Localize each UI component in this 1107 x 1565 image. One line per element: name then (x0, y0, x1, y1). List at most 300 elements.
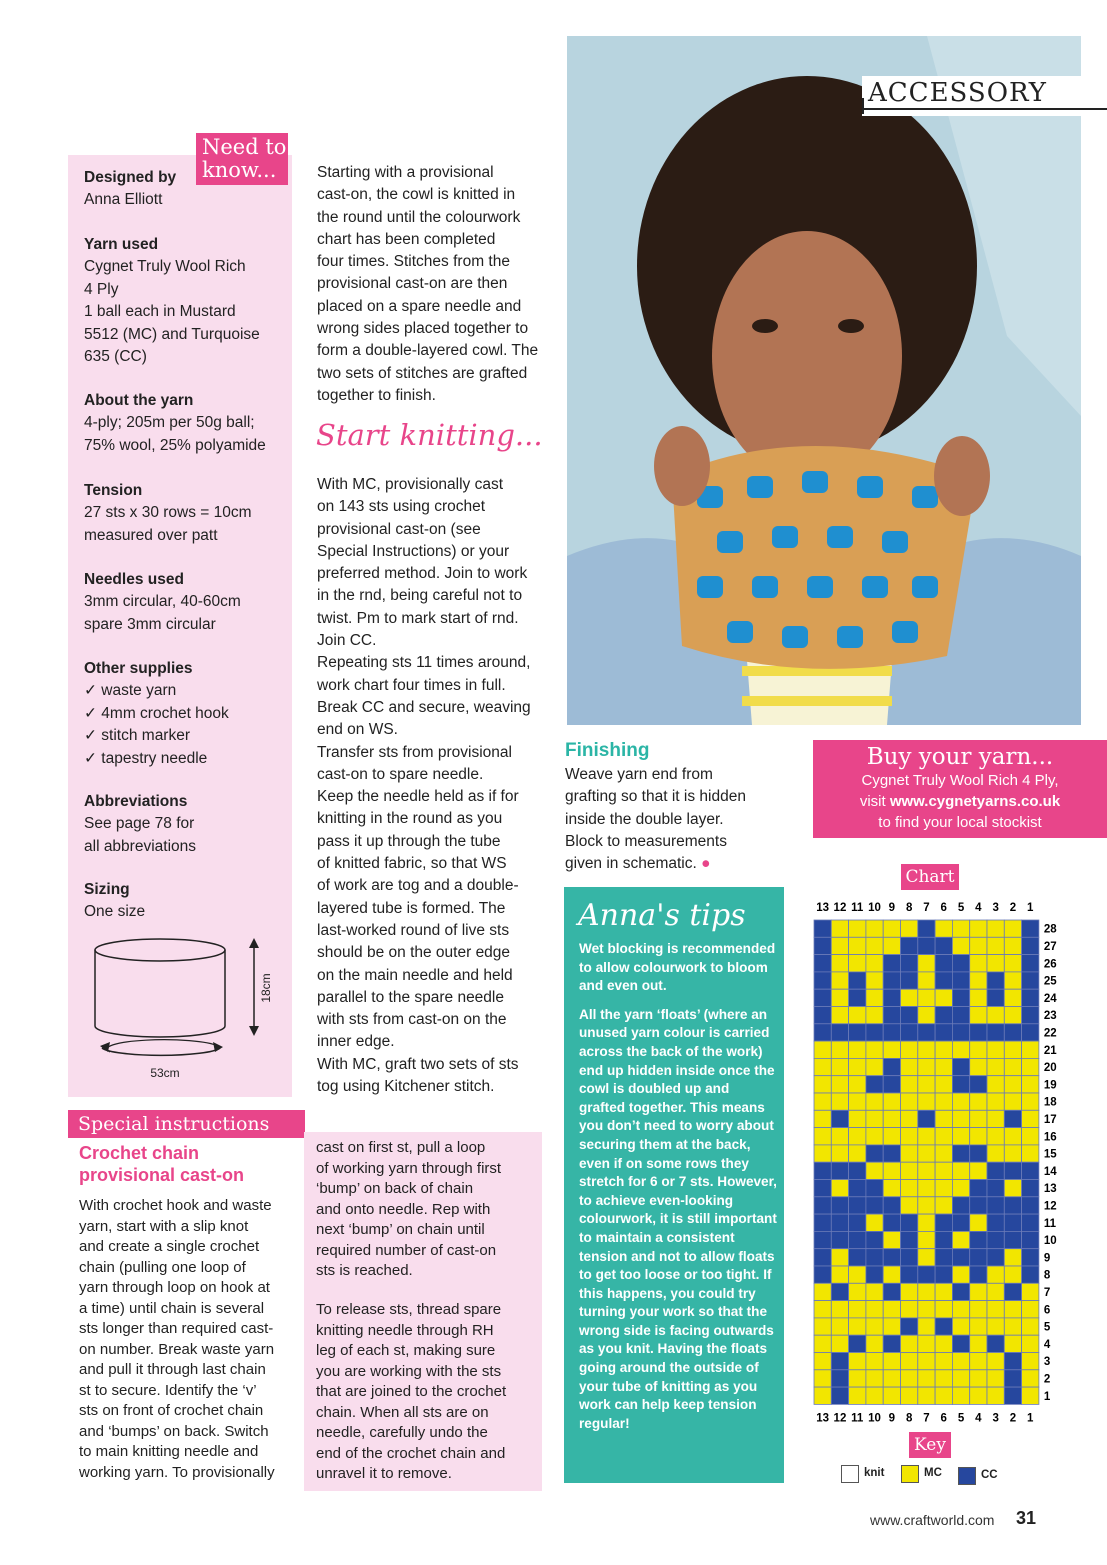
text-line: With MC, graft two sets of sts (317, 1055, 519, 1073)
section-label-tick (862, 98, 864, 114)
chart-cell (987, 1197, 1004, 1214)
text-line: Join CC. (317, 632, 377, 650)
abbreviations-line: See page 78 for (84, 815, 195, 833)
chart-cell (831, 1197, 848, 1214)
chart-cell (883, 1007, 900, 1024)
chart-cell (901, 1353, 918, 1370)
chart-cell (901, 1387, 918, 1404)
text-line: of knitted fabric, so that WS (317, 855, 507, 873)
chart-cell (901, 955, 918, 972)
chart-cell (918, 1162, 935, 1179)
tension-section (84, 480, 252, 547)
tension-line: 27 sts x 30 rows = 10cm (84, 504, 252, 522)
chart-row-label: 19 (1043, 1079, 1057, 1092)
tips-text (579, 940, 777, 1443)
chart-cell (918, 1301, 935, 1318)
finishing-text (565, 764, 805, 875)
chart-cell (970, 1335, 987, 1352)
supplies-section (84, 658, 229, 770)
text-line: required number of cast-on (316, 1241, 497, 1259)
chart-cell (1004, 1128, 1021, 1145)
text-line: of work are tog and a double- (317, 877, 519, 895)
about-line: 4-ply; 205m per 50g ball; (84, 414, 255, 432)
chart-row-label: 5 (1043, 1321, 1051, 1334)
chart-cell (901, 1128, 918, 1145)
text-line: sts is reached. (316, 1262, 413, 1279)
chart-cell (935, 1093, 952, 1110)
chart-cell (970, 1007, 987, 1024)
chart-cell (901, 1041, 918, 1058)
chart-cell (883, 1197, 900, 1214)
chart-cell (1022, 1353, 1039, 1370)
text-line: cast-on, the cowl is knitted in (317, 186, 516, 204)
chart-cell (814, 1093, 831, 1110)
chart-cell (883, 1387, 900, 1404)
chart-row-label: 27 (1043, 940, 1057, 953)
start-knitting-text (317, 474, 557, 1098)
text-line: chain (pulling one loop of (79, 1258, 246, 1276)
chart-cell (901, 1318, 918, 1335)
chart-cell (935, 972, 952, 989)
chart-cell (901, 1007, 918, 1024)
chart-cell (970, 1283, 987, 1300)
cowl-schematic (80, 930, 290, 1080)
about-yarn-section (84, 390, 266, 457)
text-line: tog using Kitchener stitch. (317, 1078, 495, 1096)
chart-cell (849, 1214, 866, 1231)
chart-cell (814, 1162, 831, 1179)
chart-cell (935, 1266, 952, 1283)
chart-cell (866, 1197, 883, 1214)
chart-cell (831, 1128, 848, 1145)
chart-cell (952, 1231, 969, 1248)
chart-cell (970, 1214, 987, 1231)
chart-cell (987, 1231, 1004, 1248)
chart-cell (970, 1041, 987, 1058)
chart-cell (814, 1249, 831, 1266)
chart-cell (849, 1007, 866, 1024)
chart-cell (918, 1076, 935, 1093)
chart-tag: Chart (901, 864, 959, 890)
finishing-line: grafting so that it is hidden (565, 788, 746, 806)
footer-url[interactable]: www.craftworld.com (870, 1512, 995, 1528)
chart-cell (1004, 1024, 1021, 1041)
chart-cell (987, 972, 1004, 989)
chart-cell (831, 1145, 848, 1162)
chart-cell (970, 1058, 987, 1075)
chart-cell (935, 1197, 952, 1214)
finishing-line: Weave yarn end from (565, 766, 713, 783)
text-line: work chart four times in full. (317, 676, 506, 694)
needles-heading: Needles used (84, 571, 184, 588)
chart-cell (952, 1128, 969, 1145)
chart-cell (901, 1266, 918, 1283)
text-line: should be on the outer edge (317, 944, 511, 962)
chart-column-label: 6 (940, 902, 947, 914)
chart-cell (849, 1145, 866, 1162)
chart-cell (935, 1128, 952, 1145)
chart-cell (866, 1093, 883, 1110)
chart-cell (1004, 1041, 1021, 1058)
chart-cell (866, 1353, 883, 1370)
chart-column-label: 11 (851, 902, 864, 914)
chart-cell (831, 989, 848, 1006)
chart-cell (1004, 1301, 1021, 1318)
chart-cell (918, 1249, 935, 1266)
chart-cell (935, 1335, 952, 1352)
chart-cell (866, 937, 883, 954)
chart-cell (1004, 1110, 1021, 1127)
chart-cell (849, 1180, 866, 1197)
chart-cell (814, 1283, 831, 1300)
text-line: end of the crochet chain and (316, 1444, 506, 1462)
chart-column-label: 2 (1009, 902, 1017, 914)
chart-cell (952, 955, 969, 972)
text-line: with sts from cast-on on the (317, 1011, 507, 1029)
chart-cell (918, 1058, 935, 1075)
text-line: parallel to the spare needle (317, 988, 504, 1006)
chart-cell (935, 1110, 952, 1127)
chart-cell (935, 1370, 952, 1387)
chart-cell (1022, 1076, 1039, 1093)
chart-cell (883, 1076, 900, 1093)
chart-cell (866, 972, 883, 989)
chart-cell (970, 1024, 987, 1041)
chart-cell (901, 1335, 918, 1352)
chart-cell (970, 1180, 987, 1197)
chart-cell (883, 972, 900, 989)
chart-cell (970, 1110, 987, 1127)
chart-cell (987, 1353, 1004, 1370)
chart-cell (814, 920, 831, 937)
abbreviations-line: all abbreviations (84, 837, 197, 855)
chart-cell (1022, 1231, 1039, 1248)
chart-cell (814, 955, 831, 972)
chart-cell (1004, 955, 1021, 972)
chart-cell (1004, 1318, 1021, 1335)
chart-cell (831, 1231, 848, 1248)
chart-cell (952, 1335, 969, 1352)
chart-cell (849, 1162, 866, 1179)
chart-cell (1022, 1370, 1039, 1387)
tips-paragraph: All the yarn ‘floats’ (where an unused yarn colour is carried across the back of the work) end up hidden inside once the cowl is doubled up and grafted together. This means you don’t need to worry about securing them at the back, even if on some rows they stretch for 6 or 7 sts. However, to achieve even-looking colourwork, it is still important to maintain a consistent tension and not to allow floats to get too loose or too tight. If this happens, you could try turning your work so that the wrong side is facing outwards as you knit. Having the floats going around the outside of your tube of knitting as you work can help keep tension regular! (579, 1006, 777, 1431)
chart-cell (952, 1110, 969, 1127)
chart-cell (901, 1093, 918, 1110)
chart-cell (814, 1353, 831, 1370)
text-line: st to secure. Identify the ‘v’ (79, 1381, 257, 1399)
crochet-chain-heading (79, 1142, 244, 1186)
chart-cell (935, 1214, 952, 1231)
chart-cell (952, 1197, 969, 1214)
chart-cell (901, 1197, 918, 1214)
chart-cell (849, 955, 866, 972)
chart-cell (831, 1353, 848, 1370)
chart-cell (970, 1266, 987, 1283)
chart-cell (952, 1318, 969, 1335)
chart-cell (814, 1214, 831, 1231)
chart-row-label: 4 (1043, 1338, 1051, 1351)
chart-row-label: 26 (1043, 958, 1057, 971)
chart-cell (1022, 1387, 1039, 1404)
chart-cell (1004, 989, 1021, 1006)
text-line: Transfer sts from provisional (317, 743, 512, 761)
text-line: working yarn. To provisionally (79, 1463, 275, 1481)
needles-line: spare 3mm circular (84, 615, 216, 633)
text-line: cast on first st, pull a loop (316, 1139, 486, 1156)
model-photo (567, 36, 1081, 725)
chart-cell (883, 1301, 900, 1318)
chart-cell (901, 1180, 918, 1197)
text-line: leg of each st, making sure (316, 1342, 496, 1359)
chart-cell (935, 1007, 952, 1024)
about-yarn-heading: About the yarn (84, 392, 194, 409)
chart-cell (987, 1370, 1004, 1387)
chart-cell (970, 1076, 987, 1093)
chart-column-label: 7 (923, 1412, 930, 1425)
chart-cell (952, 972, 969, 989)
chart-row-label: 6 (1043, 1304, 1051, 1317)
text-line: four times. Stitches from the (317, 253, 510, 271)
chart-cell (814, 1007, 831, 1024)
chart-row-label: 9 (1043, 1252, 1051, 1265)
chart-cell (866, 1007, 883, 1024)
chart-cell (901, 1110, 918, 1127)
chart-cell (918, 955, 935, 972)
chart-cell (1004, 1214, 1021, 1231)
chart-cell (1004, 1353, 1021, 1370)
chart-cell (866, 1283, 883, 1300)
chart-column-label: 5 (957, 1412, 965, 1425)
chart-cell (901, 989, 918, 1006)
chart-column-label: 12 (833, 1412, 847, 1425)
chart-cell (831, 1093, 848, 1110)
chart-cell (1004, 1145, 1021, 1162)
chart-cell (935, 1180, 952, 1197)
chart-cell (883, 1145, 900, 1162)
buy-yarn-line: Cygnet Truly Wool Rich 4 Ply, (861, 772, 1059, 789)
chart-cell (901, 1249, 918, 1266)
chart-column-label: 13 (816, 902, 830, 914)
yarn-website-link[interactable]: www.cygnetyarns.co.uk (889, 793, 1061, 810)
yarn-line: 4 Ply (84, 280, 119, 298)
chart-cell (935, 1318, 952, 1335)
text-line: on the main needle and held (317, 966, 513, 984)
chart-cell (831, 1180, 848, 1197)
chart-cell (849, 1076, 866, 1093)
chart-cell (849, 1301, 866, 1318)
chart-cell (935, 937, 952, 954)
chart-cell (970, 1318, 987, 1335)
chart-row-label: 22 (1043, 1027, 1057, 1040)
text-line: ‘bump’ on back of chain (316, 1180, 474, 1197)
chart-cell (987, 1110, 1004, 1127)
chart-cell (1022, 1162, 1039, 1179)
chart-cell (849, 972, 866, 989)
chart-cell (987, 1007, 1004, 1024)
chart-cell (883, 1353, 900, 1370)
chart-cell (935, 1024, 952, 1041)
chart-cell (866, 1110, 883, 1127)
chart-cell (814, 1370, 831, 1387)
needles-line: 3mm circular, 40-60cm (84, 593, 241, 611)
chart-cell (935, 1301, 952, 1318)
chart-cell (970, 1387, 987, 1404)
chart-cell (883, 1249, 900, 1266)
chart-cell (883, 1162, 900, 1179)
text-line: With crochet hook and waste (79, 1197, 272, 1214)
supply-item: ✓ 4mm crochet hook (84, 704, 229, 722)
chart-cell (883, 1058, 900, 1075)
chart-cell (883, 1180, 900, 1197)
chart-cell (987, 1301, 1004, 1318)
chart-cell (883, 1283, 900, 1300)
supplies-heading: Other supplies (84, 660, 193, 677)
chart-cell (987, 1249, 1004, 1266)
text-line: chain. When all sts are on (316, 1403, 489, 1421)
chart-cell (831, 1024, 848, 1041)
text-line: to main knitting needle and (79, 1443, 259, 1460)
chart-cell (1022, 1093, 1039, 1110)
chart-cell (1004, 1093, 1021, 1110)
chart-cell (901, 937, 918, 954)
chart-cell (1004, 1249, 1021, 1266)
chart-cell (883, 1231, 900, 1248)
text-line: form a double-layered cowl. The (317, 342, 539, 360)
text-line: and pull it through last chain (79, 1361, 266, 1378)
text-line: last-worked round of live sts (317, 921, 510, 939)
chart-cell (987, 1335, 1004, 1352)
chart-cell (970, 972, 987, 989)
chart-cell (901, 1231, 918, 1248)
chart-cell (1022, 1301, 1039, 1318)
chart-cell (918, 1197, 935, 1214)
chart-cell (831, 920, 848, 937)
key-cc-label: CC (981, 1469, 998, 1481)
chart-cell (970, 1145, 987, 1162)
chart-cell (935, 1058, 952, 1075)
chart-cell (918, 1214, 935, 1231)
chart-cell (1022, 1110, 1039, 1127)
chart-cell (883, 955, 900, 972)
chart-cell (1004, 1231, 1021, 1248)
chart-cell (901, 1370, 918, 1387)
chart-cell (849, 1041, 866, 1058)
chart-cell (866, 1335, 883, 1352)
chart-cell (952, 1093, 969, 1110)
chart-cell (831, 1007, 848, 1024)
chart-cell (952, 1041, 969, 1058)
buy-yarn-title: Buy your yarn... (866, 744, 1054, 770)
supply-item: ✓ tapestry needle (84, 749, 208, 767)
text-line: next ‘bump’ on chain until (316, 1221, 485, 1238)
chart-cell (849, 1231, 866, 1248)
need-to-know-tag: Need to know... (196, 133, 288, 185)
sizing-value: One size (84, 903, 146, 921)
chart-column-label: 3 (992, 1412, 999, 1425)
chart-cell (831, 1283, 848, 1300)
finishing-line: Block to measurements (565, 832, 727, 850)
chart-cell (987, 1076, 1004, 1093)
tension-line: measured over patt (84, 526, 218, 544)
chart-cell (849, 1318, 866, 1335)
chart-cell (935, 1249, 952, 1266)
chart-cell (952, 1058, 969, 1075)
text-line: knitting in the round as you (317, 810, 503, 828)
chart-cell (866, 1370, 883, 1387)
text-line: the round until the colourwork (317, 208, 521, 226)
text-line: Repeating sts 11 times around, (317, 654, 531, 672)
chart-cell (952, 1301, 969, 1318)
buy-yarn-line: to find your local stockist (878, 814, 1042, 831)
chart-cell (814, 1076, 831, 1093)
chart-cell (952, 937, 969, 954)
chart-cell (1004, 1076, 1021, 1093)
chart-cell (814, 1301, 831, 1318)
chart-cell (831, 1370, 848, 1387)
chart-cell (901, 972, 918, 989)
chart-cell (918, 1353, 935, 1370)
chart-cell (918, 1180, 935, 1197)
chart-cell (1004, 972, 1021, 989)
chart-cell (1022, 1041, 1039, 1058)
chart-cell (918, 1041, 935, 1058)
text-line: pass it up through the tube (317, 832, 501, 850)
chart-cell (952, 1370, 969, 1387)
chart-row-label: 21 (1043, 1044, 1057, 1057)
text-line: With MC, provisionally cast (317, 476, 504, 493)
text-line: of working yarn through first (316, 1159, 502, 1177)
chart-cell (831, 1162, 848, 1179)
chart-cell (831, 1266, 848, 1283)
text-line: Break CC and secure, weaving (317, 698, 531, 716)
chart-row-label: 18 (1043, 1096, 1057, 1109)
chart-cell (1022, 1007, 1039, 1024)
chart-cell (831, 1249, 848, 1266)
key-tag: Key (909, 1432, 951, 1458)
chart-cell (952, 1249, 969, 1266)
chart-cell (987, 920, 1004, 937)
chart-cell (814, 972, 831, 989)
text-line: in the rnd, being careful not to (317, 587, 523, 605)
chart-cell (935, 955, 952, 972)
chart-cell (814, 1335, 831, 1352)
chart-cell (987, 1058, 1004, 1075)
chart-cell (866, 1387, 883, 1404)
chart-cell (918, 920, 935, 937)
text-line: Starting with a provisional (317, 164, 494, 181)
special-right-text-2 (316, 1300, 538, 1485)
text-line: layered tube is formed. The (317, 899, 506, 917)
text-line: two sets of stitches are grafted (317, 364, 528, 382)
chart-cell (1004, 937, 1021, 954)
chart-row-label: 11 (1043, 1217, 1057, 1230)
chart-cell (1004, 1162, 1021, 1179)
chart-cell (918, 1370, 935, 1387)
chart-cell (970, 1301, 987, 1318)
chart-cell (935, 1145, 952, 1162)
chart-cell (1022, 1197, 1039, 1214)
chart-cell (814, 1041, 831, 1058)
chart-row-label: 23 (1043, 1010, 1057, 1023)
chart-cell (866, 920, 883, 937)
chart-cell (952, 920, 969, 937)
chart-cell (987, 955, 1004, 972)
chart-cell (987, 1128, 1004, 1145)
chart-cell (987, 989, 1004, 1006)
chart-cell (831, 1041, 848, 1058)
chart-cell (849, 1266, 866, 1283)
chart-cell (883, 1041, 900, 1058)
